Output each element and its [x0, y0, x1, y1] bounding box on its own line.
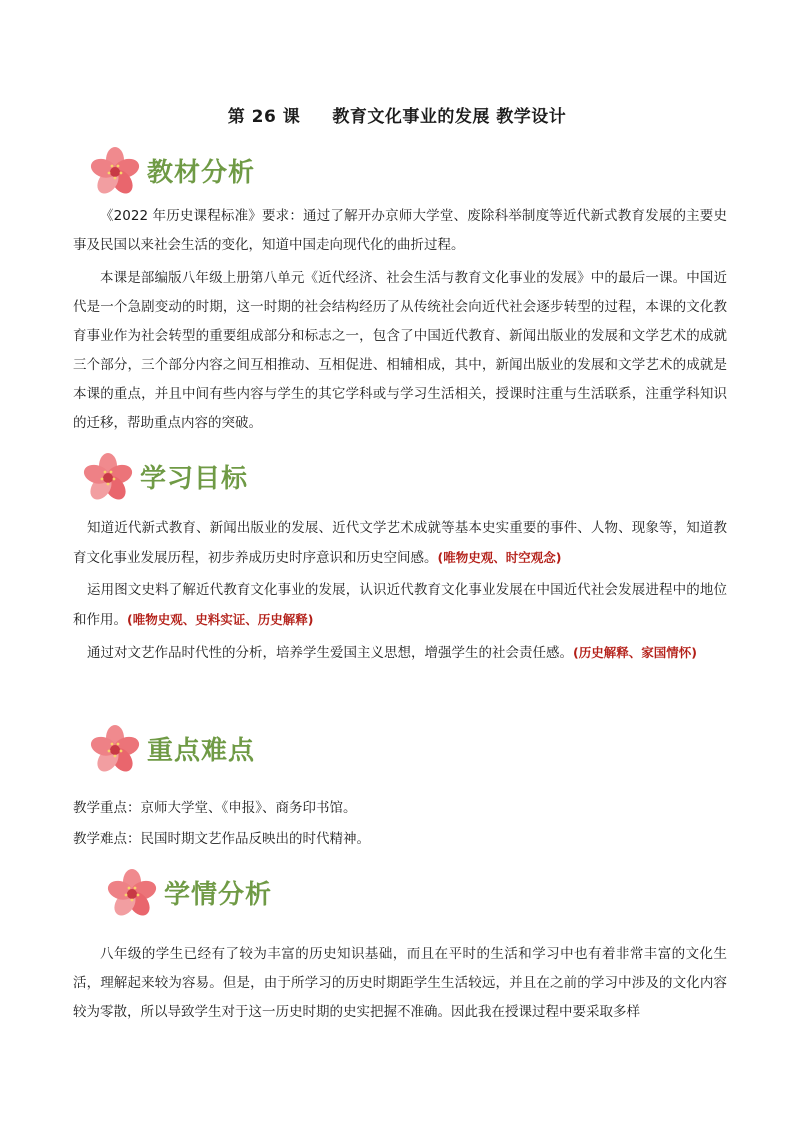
teaching-difficulty: 教学难点：民国时期文艺作品反映出的时代精神。: [73, 831, 370, 847]
section-heading-analysis: [85, 144, 305, 200]
analysis-paragraph-1: 《2022 年历史课程标准》要求：通过了解开办京师大学堂、废除科举制度等近代新式教育发展的主要史事及民国以来社会生活的变化，知道中国走向现代化的曲折过程。: [73, 208, 727, 253]
competency-tag: (唯物史观、史料实证、历史解释): [127, 612, 314, 627]
plum-blossom-icon: [78, 450, 136, 506]
section-heading-learners: [102, 866, 322, 922]
plum-blossom-icon: [102, 866, 160, 922]
section-title: 教材分析: [147, 158, 256, 188]
section-heading-objectives: [78, 450, 298, 506]
teaching-key-point: 教学重点：京师大学堂、《申报》、商务印书馆。: [73, 800, 357, 816]
section-title: 学习目标: [140, 464, 249, 494]
competency-tag: (唯物史观、时空观念): [437, 550, 562, 565]
plum-blossom-icon: [85, 722, 143, 778]
competency-tag: (历史解释、家国情怀): [573, 645, 697, 660]
objective-text: 知道近代新式教育、新闻出版业的发展、近代文学艺术成就等基本史实重要的事件、人物、现象等，知道教育文化事业发展历程，初步养成历史时序意识和历史空间感。: [73, 520, 727, 566]
learner-analysis-paragraph: 八年级的学生已经有了较为丰富的历史知识基础，而且在平时的生活和学习中也有着非常丰富的文化生活，理解起来较为容易。但是，由于所学习的历史时期距学生生活较远，并且在之前的学习中涉及的文化内容较为零散，所以导致学生对于这一历史时期的史实把握不准确。因此我在授课过程中要采取多样: [73, 946, 727, 1020]
section-title: 重点难点: [147, 736, 256, 766]
analysis-paragraph-2: 本课是部编版八年级上册第八单元《近代经济、社会生活与教育文化事业的发展》中的最后一课。中国近代是一个急剧变动的时期，这一时期的社会结构经历了从传统社会向近代社会逐步转型的过程，本课的文化教育事业作为社会转型的重要组成部分和标志之一，包含了中国近代教育、新闻出版业的发展和文学艺术的成就三个部分，三个部分内容之间互相推动、互相促进、相辅相成，其中，新闻出版业的发展和文学艺术的成就是本课的重点，并且中间有些内容与学生的其它学科或与学习生活相关，授课时注重与生活联系，注重学科知识的迁移，帮助重点内容的突破。: [73, 270, 727, 431]
plum-blossom-icon: [85, 144, 143, 200]
objective-text: 运用图文史料了解近代教育文化事业的发展，认识近代教育文化事业发展在中国近代社会发展进程中的地位和作用。: [73, 582, 727, 628]
objective-text: 通过对文艺作品时代性的分析，培养学生爱国主义思想，增强学生的社会责任感。: [87, 645, 573, 661]
section-heading-keypoints: [85, 722, 305, 778]
section-title: 学情分析: [164, 880, 273, 910]
objective-1: [73, 514, 727, 573]
objective-3: [73, 638, 727, 668]
objective-2: [73, 576, 727, 635]
document-title: 第 26 课 教育文化事业的发展 教学设计: [227, 107, 567, 127]
